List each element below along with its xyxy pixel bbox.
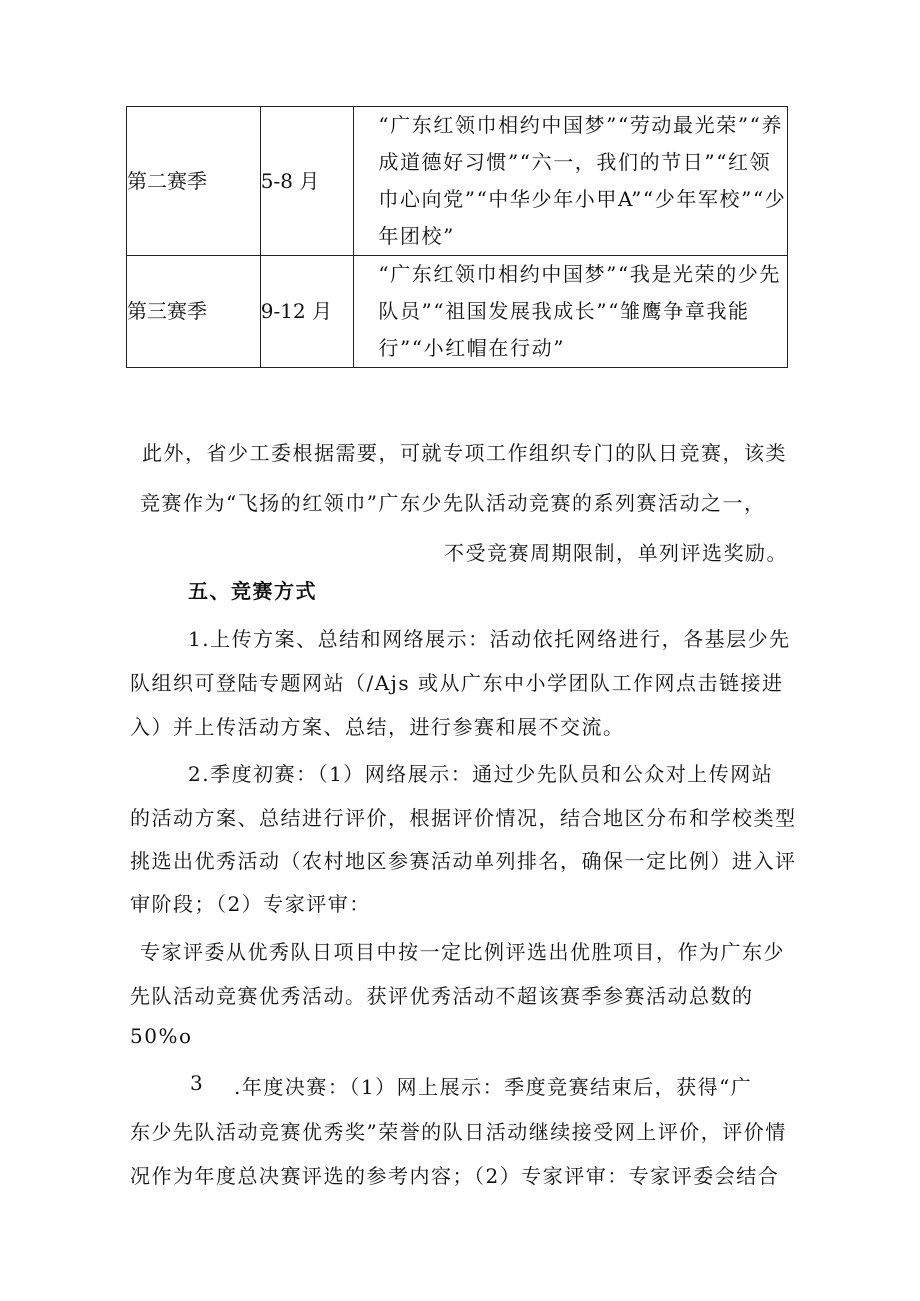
- paragraph-line: 审阶段；（2）专家评审：: [130, 892, 371, 916]
- paragraph-line: 1.上传方案、总结和网络展示：活动依托网络进行，各基层少先: [188, 627, 791, 651]
- season-cell: 第三赛季: [127, 256, 261, 368]
- themes-text: “广东红领巾相约中国梦”“劳动最光荣”“养成道德好习惯”“六一，我们的节日”“红领巾心向党”“中华少年小甲A”“少年军校”“少年团校”: [378, 113, 787, 248]
- section-heading: 五、竞赛方式: [188, 579, 317, 603]
- paragraph-line: 队组织可登陆专题网站（/Ajs 或从广东中小学团队工作网点击链接进: [130, 671, 784, 695]
- paragraph-line: 的活动方案、总结进行评价，根据评价情况，结合地区分布和学校类型: [130, 806, 797, 830]
- table-row: [127, 256, 788, 368]
- season-schedule-table: [126, 106, 788, 368]
- themes-cell: [354, 107, 788, 256]
- paragraph-line: 况作为年度总决赛评选的参考内容；（2）专家评审：专家评委会结合: [130, 1164, 780, 1188]
- table-row: [127, 107, 788, 256]
- paragraph-line: 挑选出优秀活动（农村地区参赛活动单列排名，确保一定比例）进入评: [130, 849, 797, 873]
- paragraph-line: 入）并上传活动方案、总结，进行参赛和展不交流。: [130, 715, 625, 739]
- paragraph-line: 东少先队活动竞赛优秀奖”荣誉的队日活动继续接受网上评价，评价情: [130, 1120, 787, 1144]
- paragraph-line: 先队活动竞赛优秀活动。获评优秀活动不超该赛季参赛活动总数的: [130, 984, 754, 1008]
- paragraph-line: 不受竞赛周期限制，单列评选奖励。: [444, 541, 788, 565]
- paragraph-line: 2.季度初赛：（1）网络展示：通过少先队员和公众对上传网站: [188, 762, 774, 786]
- paragraph-line: 50%o: [130, 1024, 193, 1048]
- paragraph-line: 专家评委从优秀队日项目中按一定比例评选出优胜项目，作为广东少: [140, 940, 785, 964]
- season-cell: 第二赛季: [127, 107, 261, 256]
- months-cell: 9-12 月: [260, 256, 354, 368]
- months-cell: 5-8 月: [260, 107, 354, 256]
- paragraph-line: .年度决赛：（1）网上展示：季度竞赛结束后，获得“广: [234, 1075, 753, 1099]
- themes-text: “广东红领巾相约中国梦”“我是光荣的少先队员”“祖国发展我成长”“雏鹰争章我能行”“小红帽在行动”: [378, 262, 782, 360]
- paragraph-line: 此外，省少工委根据需要，可就专项工作组织专门的队日竞赛，该类: [142, 441, 787, 465]
- themes-cell: [354, 256, 788, 368]
- paragraph-line: 竞赛作为“飞扬的红领巾”广东少先队活动竞赛的系列赛活动之一，: [140, 491, 766, 515]
- list-number: 3: [190, 1071, 205, 1095]
